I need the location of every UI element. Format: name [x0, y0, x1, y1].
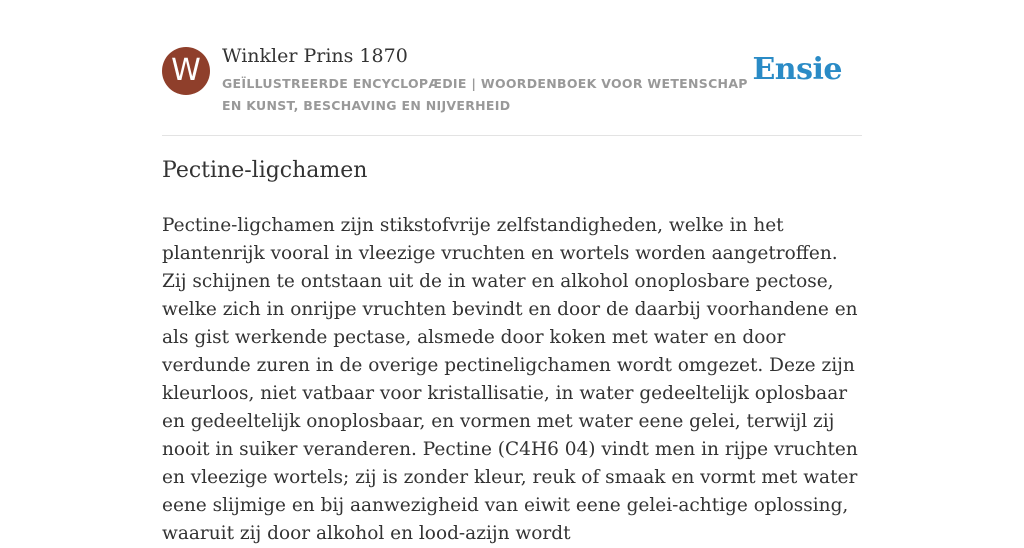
ensie-logo[interactable]: Ensie	[752, 52, 842, 87]
entry-title: Pectine-ligchamen	[162, 158, 368, 183]
avatar[interactable]: W	[162, 47, 210, 95]
content-container	[162, 0, 862, 544]
source-header	[162, 0, 862, 136]
source-title[interactable]: Winkler Prins 1870	[222, 45, 408, 67]
source-subtitle: GEÏLLUSTREERDE ENCYCLOPÆDIE | WOORDENBOEK VOOR WETENSCHAP EN KUNST, BESCHAVING EN NIJVERHEID	[222, 76, 748, 113]
entry-body: Pectine-ligchamen zijn stikstofvrije zelfstandigheden, welke in het plantenrijk vooral in vleezige vruchten en wortels worden aangetroffen. Zij schijnen te ontstaan uit de in water en alkohol onoplosbare pectose, welke zich in onrijpe vruchten bevindt en door de daarbij voorhandene en als gist werkende pectase, alsmede door koken met water en door verdunde zuren in de overige pectineligchamen wordt omgezet. Deze zijn kleurloos, niet vatbaar voor kristallisatie, in water gedeeltelijk oplosbaar en gedeeltelijk onoplosbaar, en vormen met water eene gelei, terwijl zij nooit in suiker veranderen. Pectine (C4H6 04) vindt men in rijpe vruchten en vleezige wortels; zij is zonder kleur, reuk of smaak en vormt met water eene slijmige en bij aanwezigheid van eiwit eene gelei-achtige oplossing, waaruit zij door alkohol en lood-azijn wordt	[162, 215, 858, 544]
